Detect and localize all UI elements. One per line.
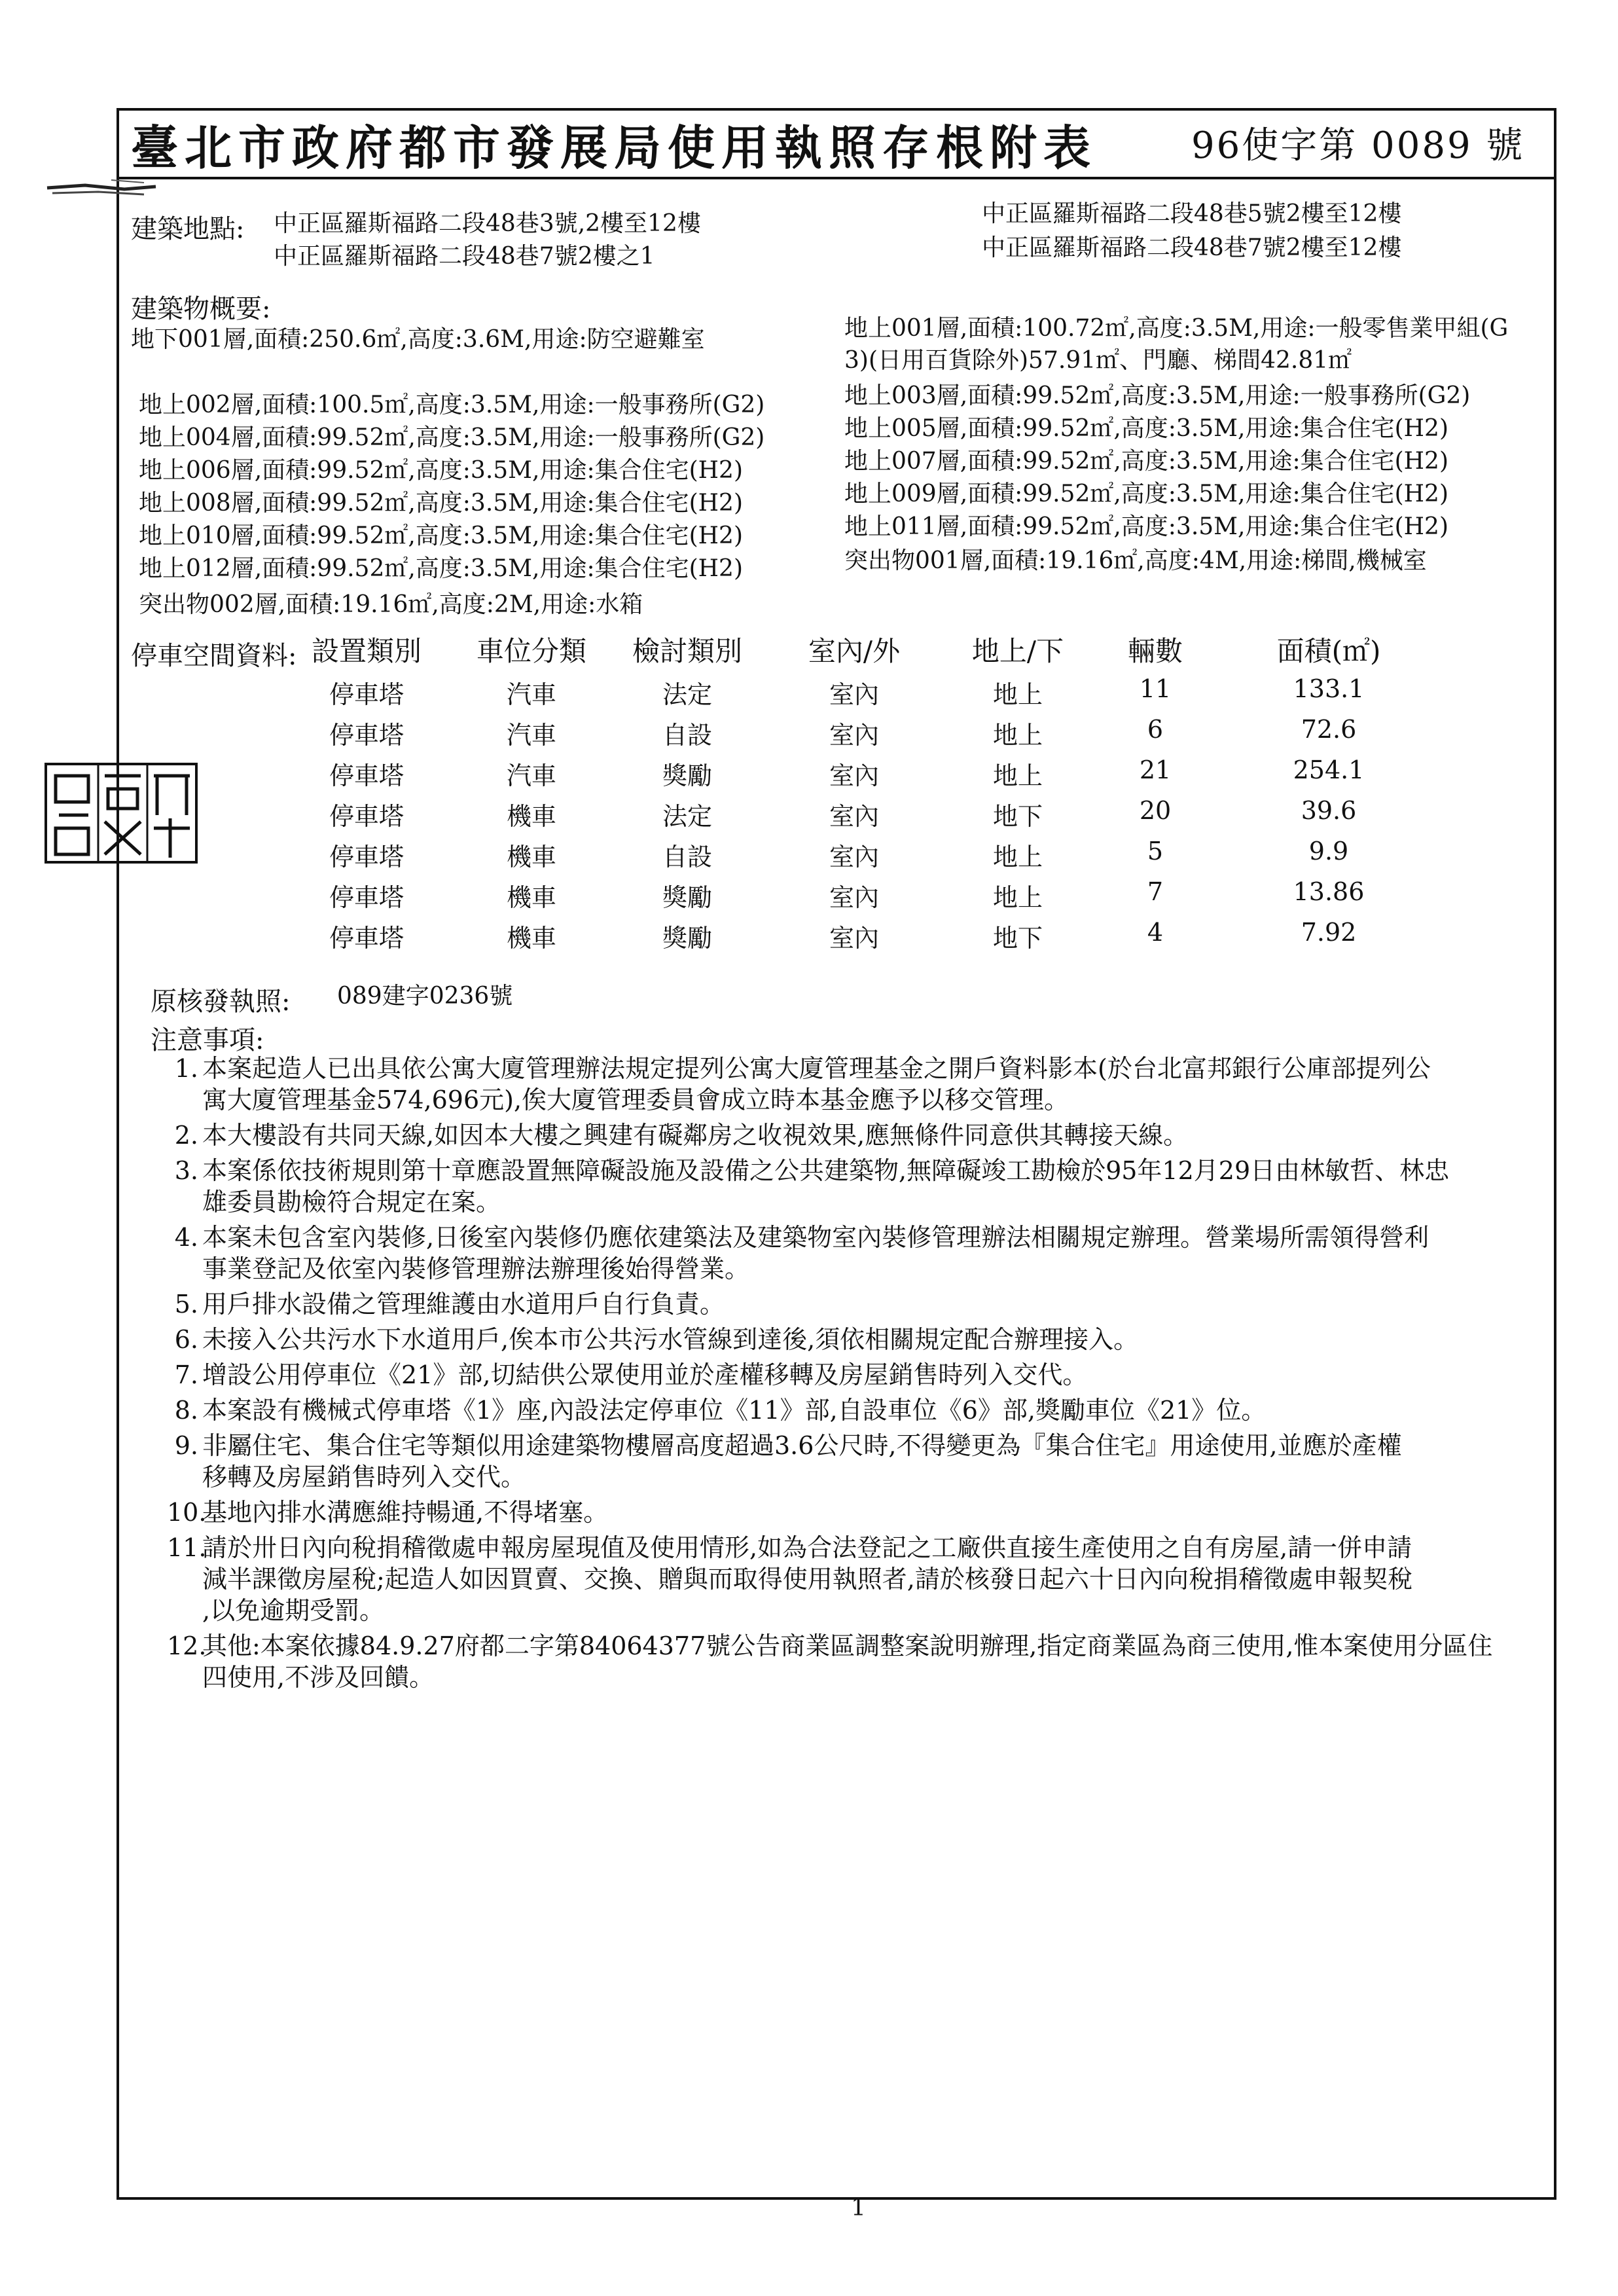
note-line: 本大樓設有共同天線,如因本大樓之興建有礙鄰房之收視效果,應無條件同意供其轉接天線。 [202, 1121, 1189, 1150]
parking-cell-r0-c5: 11 [1139, 674, 1172, 703]
note-body [202, 1155, 1561, 1218]
location-line-left-1: 中正區羅斯福路二段48巷3號,2樓至12樓 [274, 210, 701, 237]
note-line: 四使用,不涉及回饋。 [202, 1663, 435, 1692]
parking-cell-r2-c0: 停車塔 [329, 761, 404, 790]
notes-label: 注意事項: [151, 1025, 264, 1055]
note-body [202, 1394, 1561, 1426]
location-line-left-2: 中正區羅斯福路二段48巷7號2樓之1 [274, 243, 655, 270]
parking-cell-r0-c6: 133.1 [1293, 674, 1365, 703]
summary-right-5: 地上007層,面積:99.52㎡,高度:3.5M,用途:集合住宅(H2) [844, 448, 1448, 475]
note-line: 事業登記及依室內裝修管理辦法辦理後始得營業。 [202, 1254, 750, 1283]
parking-label: 停車空間資料: [131, 641, 297, 671]
parking-header-2: 檢討類別 [632, 635, 742, 667]
note-line: 非屬住宅、集合住宅等類似用途建築物樓層高度超過3.6公尺時,不得變更為『集合住宅』用途使用,並應於產權 [202, 1431, 1402, 1460]
parking-cell-r3-c6: 39.6 [1301, 796, 1357, 825]
summary-left-4: 地上006層,面積:99.52㎡,高度:3.5M,用途:集合住宅(H2) [139, 457, 743, 484]
parking-cell-r6-c2: 獎勵 [662, 924, 712, 953]
note-number: 8. [174, 1396, 198, 1425]
page-title: 臺北市政府都市發展局使用執照存根附表 [131, 120, 1098, 175]
parking-cell-r4-c6: 9.9 [1308, 837, 1349, 866]
note-number: 2. [174, 1121, 198, 1150]
note-body [202, 1053, 1561, 1116]
note-item [167, 1532, 1561, 1626]
note-number: 12. [167, 1631, 207, 1660]
parking-cell-r1-c2: 自設 [662, 721, 712, 750]
note-body [202, 1120, 1561, 1151]
original-permit-value: 089建字0236號 [337, 983, 513, 1010]
note-number: 10. [167, 1498, 207, 1527]
parking-cell-r0-c0: 停車塔 [329, 680, 404, 709]
summary-right-7: 地上011層,面積:99.52㎡,高度:3.5M,用途:集合住宅(H2) [844, 513, 1448, 540]
note-number: 3. [174, 1156, 198, 1185]
parking-cell-r0-c3: 室內 [829, 680, 879, 709]
parking-cell-r6-c1: 機車 [506, 924, 556, 953]
parking-cell-r3-c4: 地下 [992, 802, 1043, 831]
summary-label: 建築物概要: [131, 294, 271, 324]
parking-header-5: 輛數 [1127, 635, 1183, 667]
permit-number: 96使字第 0089 號 [1191, 124, 1525, 167]
parking-cell-r4-c1: 機車 [506, 843, 556, 871]
note-body [202, 1430, 1561, 1493]
seal-stamp-icon [39, 756, 203, 867]
note-number: 4. [174, 1223, 198, 1252]
location-label: 建築地點: [131, 214, 245, 244]
location-line-right-1: 中正區羅斯福路二段48巷5號2樓至12樓 [982, 200, 1402, 227]
note-body [202, 1288, 1561, 1320]
summary-right-1: 地上001層,面積:100.72㎡,高度:3.5M,用途:一般零售業甲組(G [844, 315, 1509, 342]
parking-cell-r1-c1: 汽車 [506, 721, 556, 750]
note-number: 11. [167, 1533, 207, 1562]
parking-header-6: 面積(㎡) [1276, 635, 1381, 667]
parking-cell-r1-c3: 室內 [829, 721, 879, 750]
summary-left-3: 地上004層,面積:99.52㎡,高度:3.5M,用途:一般事務所(G2) [139, 424, 765, 451]
notes-list [167, 1053, 1561, 1697]
note-item [167, 1324, 1561, 1355]
parking-cell-r2-c5: 21 [1139, 756, 1172, 784]
note-item [167, 1155, 1561, 1218]
parking-cell-r5-c3: 室內 [829, 883, 879, 912]
parking-cell-r4-c0: 停車塔 [329, 843, 404, 871]
parking-cell-r3-c2: 法定 [662, 802, 712, 831]
parking-cell-r6-c6: 7.92 [1301, 918, 1357, 947]
note-number: 1. [174, 1054, 198, 1083]
note-number: 6. [174, 1325, 198, 1354]
parking-cell-r2-c1: 汽車 [506, 761, 556, 790]
note-item [167, 1053, 1561, 1116]
parking-cell-r3-c1: 機車 [506, 802, 556, 831]
parking-cell-r6-c4: 地下 [992, 924, 1043, 953]
summary-left-5: 地上008層,面積:99.52㎡,高度:3.5M,用途:集合住宅(H2) [139, 490, 743, 517]
note-line: ,以免逾期受罰。 [202, 1596, 385, 1625]
summary-left-2: 地上002層,面積:100.5㎡,高度:3.5M,用途:一般事務所(G2) [139, 392, 765, 418]
note-line: 本案設有機械式停車塔《1》座,內設法定停車位《11》部,自設車位《6》部,獎勵車位《21》位。 [202, 1396, 1267, 1425]
parking-cell-r6-c0: 停車塔 [329, 924, 404, 953]
note-item [167, 1497, 1561, 1528]
parking-cell-r5-c4: 地上 [992, 883, 1043, 912]
parking-cell-r4-c5: 5 [1147, 837, 1164, 866]
note-line: 雄委員勘檢符合規定在案。 [202, 1188, 501, 1216]
note-item [167, 1430, 1561, 1493]
parking-header-1: 車位分類 [476, 635, 586, 667]
parking-cell-r1-c5: 6 [1147, 715, 1164, 744]
parking-cell-r2-c4: 地上 [992, 761, 1043, 790]
summary-right-6: 地上009層,面積:99.52㎡,高度:3.5M,用途:集合住宅(H2) [844, 481, 1448, 507]
note-line: 減半課徵房屋稅;起造人如因買賣、交換、贈與而取得使用執照者,請於核發日起六十日內向稅捐稽徵處申報契稅 [202, 1565, 1412, 1594]
note-body [202, 1222, 1561, 1285]
note-item [167, 1359, 1561, 1391]
parking-cell-r0-c2: 法定 [662, 680, 712, 709]
parking-cell-r5-c5: 7 [1147, 877, 1164, 906]
note-body [202, 1324, 1561, 1355]
note-item [167, 1630, 1561, 1693]
note-number: 9. [174, 1431, 198, 1460]
note-item [167, 1394, 1561, 1426]
parking-cell-r5-c6: 13.86 [1293, 877, 1365, 906]
summary-right-4: 地上005層,面積:99.52㎡,高度:3.5M,用途:集合住宅(H2) [844, 415, 1448, 442]
note-body [202, 1630, 1561, 1693]
parking-cell-r2-c6: 254.1 [1293, 756, 1365, 784]
note-line: 未接入公共污水下水道用戶,俟本市公共污水管線到達後,須依相關規定配合辦理接入。 [202, 1325, 1139, 1354]
note-body [202, 1532, 1561, 1626]
parking-cell-r4-c2: 自設 [662, 843, 712, 871]
note-line: 其他:本案依據84.9.27府都二字第84064377號公告商業區調整案說明辦理,指定商業區為商三使用,惟本案使用分區住 [202, 1631, 1493, 1660]
parking-cell-r1-c4: 地上 [992, 721, 1043, 750]
note-line: 本案未包含室內裝修,日後室內裝修仍應依建築法及建築物室內裝修管理辦法相關規定辦理。營業場所需領得營利 [202, 1223, 1429, 1252]
parking-header-0: 設置類別 [311, 635, 422, 667]
parking-cell-r3-c0: 停車塔 [329, 802, 404, 831]
summary-left-8: 突出物002層,面積:19.16㎡,高度:2M,用途:水箱 [139, 591, 643, 618]
note-line: 用戶排水設備之管理維護由水道用戶自行負責。 [202, 1290, 725, 1319]
note-item [167, 1222, 1561, 1285]
note-number: 7. [174, 1360, 198, 1389]
parking-cell-r6-c5: 4 [1147, 918, 1164, 947]
summary-left-6: 地上010層,面積:99.52㎡,高度:3.5M,用途:集合住宅(H2) [139, 522, 743, 549]
parking-cell-r1-c6: 72.6 [1301, 715, 1357, 744]
parking-header-4: 地上/下 [971, 635, 1064, 667]
parking-cell-r4-c3: 室內 [829, 843, 879, 871]
original-permit-label: 原核發執照: [151, 987, 291, 1017]
note-item [167, 1120, 1561, 1151]
parking-cell-r5-c2: 獎勵 [662, 883, 712, 912]
summary-left-7: 地上012層,面積:99.52㎡,高度:3.5M,用途:集合住宅(H2) [139, 555, 743, 582]
summary-right-2: 3)(日用百貨除外)57.91㎡、門廳、梯間42.81㎡ [844, 347, 1352, 374]
parking-cell-r0-c1: 汽車 [506, 680, 556, 709]
note-line: 增設公用停車位《21》部,切結供公眾使用並於產權移轉及房屋銷售時列入交代。 [202, 1360, 1088, 1389]
note-body [202, 1359, 1561, 1391]
note-line: 請於卅日內向稅捐稽徵處申報房屋現值及使用情形,如為合法登記之工廠供直接生產使用之自有房屋,請一併申請 [202, 1533, 1412, 1562]
note-line: 基地內排水溝應維持暢通,不得堵塞。 [202, 1498, 609, 1527]
parking-cell-r1-c0: 停車塔 [329, 721, 404, 750]
note-line: 本案起造人已出具依公寓大廈管理辦法規定提列公寓大廈管理基金之開戶資料影本(於台北富邦銀行公庫部提列公 [202, 1054, 1431, 1083]
parking-cell-r5-c0: 停車塔 [329, 883, 404, 912]
page-number: 1 [851, 2195, 866, 2221]
note-line: 本案係依技術規則第十章應設置無障礙設施及設備之公共建築物,無障礙竣工勘檢於95年12月29日由林敏哲、林忠 [202, 1156, 1450, 1185]
note-line: 移轉及房屋銷售時列入交代。 [202, 1463, 526, 1491]
summary-right-8: 突出物001層,面積:19.16㎡,高度:4M,用途:梯間,機械室 [844, 547, 1427, 574]
parking-cell-r2-c3: 室內 [829, 761, 879, 790]
parking-cell-r3-c3: 室內 [829, 802, 879, 831]
note-number: 5. [174, 1290, 198, 1319]
parking-cell-r0-c4: 地上 [992, 680, 1043, 709]
note-line: 寓大廈管理基金574,696元),俟大廈管理委員會成立時本基金應予以移交管理。 [202, 1085, 1070, 1114]
summary-right-3: 地上003層,面積:99.52㎡,高度:3.5M,用途:一般事務所(G2) [844, 382, 1471, 409]
parking-cell-r5-c1: 機車 [506, 883, 556, 912]
parking-cell-r4-c4: 地上 [992, 843, 1043, 871]
location-line-right-2: 中正區羅斯福路二段48巷7號2樓至12樓 [982, 234, 1402, 261]
note-item [167, 1288, 1561, 1320]
parking-cell-r2-c2: 獎勵 [662, 761, 712, 790]
note-body [202, 1497, 1561, 1528]
parking-cell-r6-c3: 室內 [829, 924, 879, 953]
summary-left-1: 地下001層,面積:250.6㎡,高度:3.6M,用途:防空避難室 [131, 326, 705, 353]
parking-cell-r3-c5: 20 [1139, 796, 1172, 825]
parking-header-3: 室內/外 [808, 635, 901, 667]
